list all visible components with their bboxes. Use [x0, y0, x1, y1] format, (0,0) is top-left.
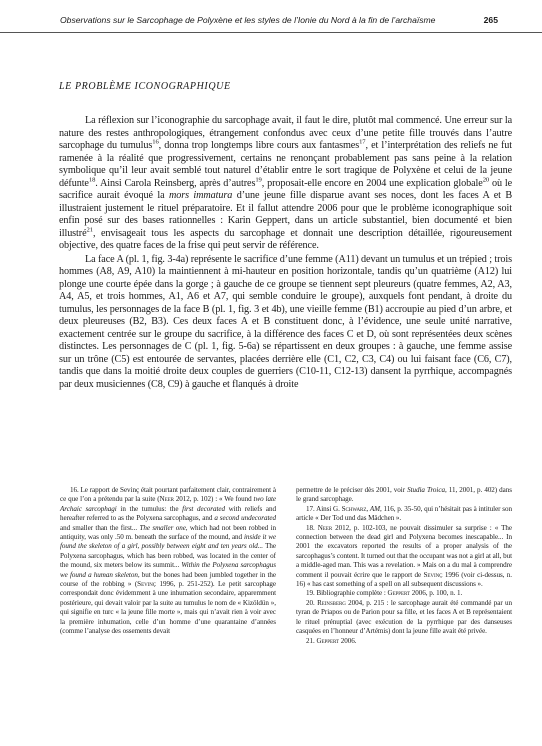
footnotes-right-column — [296, 486, 512, 646]
footnote-ref-17[interactable]: 17 — [359, 138, 366, 146]
body-text — [59, 115, 512, 391]
paragraph-2: La face A (pl. 1, fig. 3-4a) représente le sacrifice d’une femme (A11) devant un tumulus et un trépied ; trois hommes (A8, A9, A10) la maintiennent à mi-hauteur en position horizontale, tandis qu’un quatrième (A12) lui plonge une courte épée dans la gorge ; à gauche de ce groupe se tiennent sept pleureurs (quatre femmes, A2, A3, A4, A5, et trois hommes, A1, A6 et A7, qui semble conduire le groupe), auxquels font pendant, à droite du tumulus, les personnages de la face B (pl. 1, fig. 3 et 4b), une vieille femme (B1) accroupie au pied d’un arbre, et deux pleureuses (B2, B3). Ces deux faces A et B constituent donc, à l’évidence, une seule unité narrative, exactement centrée sur le groupe du sacrifice, à la différence des faces C et D, où sont représentées deux scènes distinctes. Les personnages de C (pl. 1, fig. 5-6a) se répartissent en deux groupes : à gauche, une femme assise sur un trône (C5) est entourée de servantes, placées derrière elle (C1, C2, C3, C4) ou lui faisant face (C6, C7), tandis que dans la moitié droite deux couples de guerriers (C10-11, C12-13) dansent la pyrrhique, accompagnés par deux musiciennes (C8, C9) à gauche et flanqués à droite — [59, 253, 512, 390]
footnote-16-continued: permettre de le préciser dès 2001, voir Studia Troica, 11, 2001, p. 402) dans le grand sarcophage. — [296, 486, 512, 504]
footnote-18: 18. Neer 2012, p. 102-103, ne pouvait dissimuler sa surprise : « The connection between the dead girl and Polyxena becomes inescapable... In 2001 the excavators reported the results of a proper analysis of the sarcophagus’s content. It turned out that the occupant was not a girl at all, but a middle-aged man. This was a revelation. » Mais on a du mal à comprendre comment il pouvait écrire que le rapport de Sevinç 1996 (voir ci-dessus, n. 16) « has cast something of a spell on all subsequent discussions ». — [296, 523, 512, 589]
footnote-17: 17. Ainsi G. Schwarz, AM, 116, p. 35-50, qui n’hésitait pas à intituler son article « Der Tod und das Mädchen ». — [296, 504, 512, 523]
footnote-ref-18[interactable]: 18 — [88, 176, 96, 184]
footnotes-left-column — [60, 486, 276, 637]
footnote-ref-21[interactable]: 21 — [86, 226, 93, 234]
page-number: 265 — [483, 15, 498, 25]
footnote-ref-19[interactable]: 19 — [255, 176, 262, 184]
footnote-ref-16[interactable]: 16 — [152, 138, 159, 146]
running-title: Observations sur le Sarcophage de Polyxène et les styles de l’Ionie du Nord à la fin de l’archaïsme — [60, 15, 436, 25]
section-title: LE PROBLÈME ICONOGRAPHIQUE — [59, 81, 231, 92]
footnote-ref-20[interactable]: 20 — [482, 176, 490, 184]
running-header — [0, 10, 542, 33]
footnote-16: 16. Le rapport de Sevinç était pourtant parfaitement clair, contrairement à ce que l’on a prétendu par la suite (Neer 2012, p. 102) : « We found two late Archaic sarcophagi in the tumulus: the first decorated with reliefs and hereafter referred to as the Polyxena sarcophagus, and a second undecorated and smaller than the first... The smaller one, which had not been robbed in antiquity, was only .50 m. beneath the surface of the mound, and inside it we found the skeleton of a girl, possibly between eight and ten years old... The Polyxena sarcophagus, which has been robbed, was located in the center of the mound, six meters below its summit... Within the Polyxena sarcophagus we found a human skeleton, but the bones had been jumbled together in the course of the robbing » (Sevinç 1996, p. 251-252). Le petit sarcophage correspondait donc évidemment à une inhumation secondaire, apparemment postérieure, qui devait valoir par la suite au tumulus le nom de « Kizöldün », qui signifie en turc « la jeune fille morte », mais qui n’avait rien à voir avec la première inhumation, celle d’un homme d’une quarantaine d’années (comme l’analyse des ossements devait — [60, 486, 277, 636]
footnote-19: 19. Bibliographie complète : Geppert 2006, p. 100, n. 1. — [306, 589, 463, 598]
footnote-21: 21. Geppert 2006. — [306, 636, 357, 645]
paragraph-1: La réflexion sur l’iconographie du sarcophage avait, il faut le dire, plutôt mal commencé. Une erreur sur la nature des restes anthropologiques, étrangement confondus avec ceux d’une petite fille trouvés dans l’autre sarcophage du tumulus$^{16}$, donna trop longtemps libre cours aux fantasmes$^{17}$, et l’interprétation des reliefs ne fut ramenée à la réalité que progressivement, certains ne renonçant probablement pas sans peine à la relation symbolique qu’il leur avait semblé tout naturel d’établir entre le sort tragique de Polyxène et celui de la jeune défunte$^{18}$. Ainsi Carola Reinsberg, après d’autres$^{19}$, proposait-elle encore en 2004 une explication globale$^{20}$ où le sacrifice aurait évoqué la mors immatura d’une jeune fille disparue avant ses noces, dont les faces A et B illustraient justement le rituel préparatoire. Et il fallut attendre 2006 pour que le problème iconographique soit enfin posé sur des bases rationnelles : Karin Geppert, dans un article substantiel, bien documenté et bien illustré$^{21}$, envisageait tous les aspects du sarcophage et donnait une description détaillée, rigoureusement objective, des quatre faces de la frise qui peut servir de référence. — [59, 115, 513, 251]
footnote-20: 20. Reinsberg 2004, p. 215 : le sarcophage aurait été commandé par un tyran de Priapos ou de Parion pour sa fille, et les faces A et B représentaient le rituel prénuptial (avec exécution de la pyrrhique par des danseuses casquées en l’honneur d’Artémis) dont la jeune fille avait été privée. — [296, 598, 512, 636]
